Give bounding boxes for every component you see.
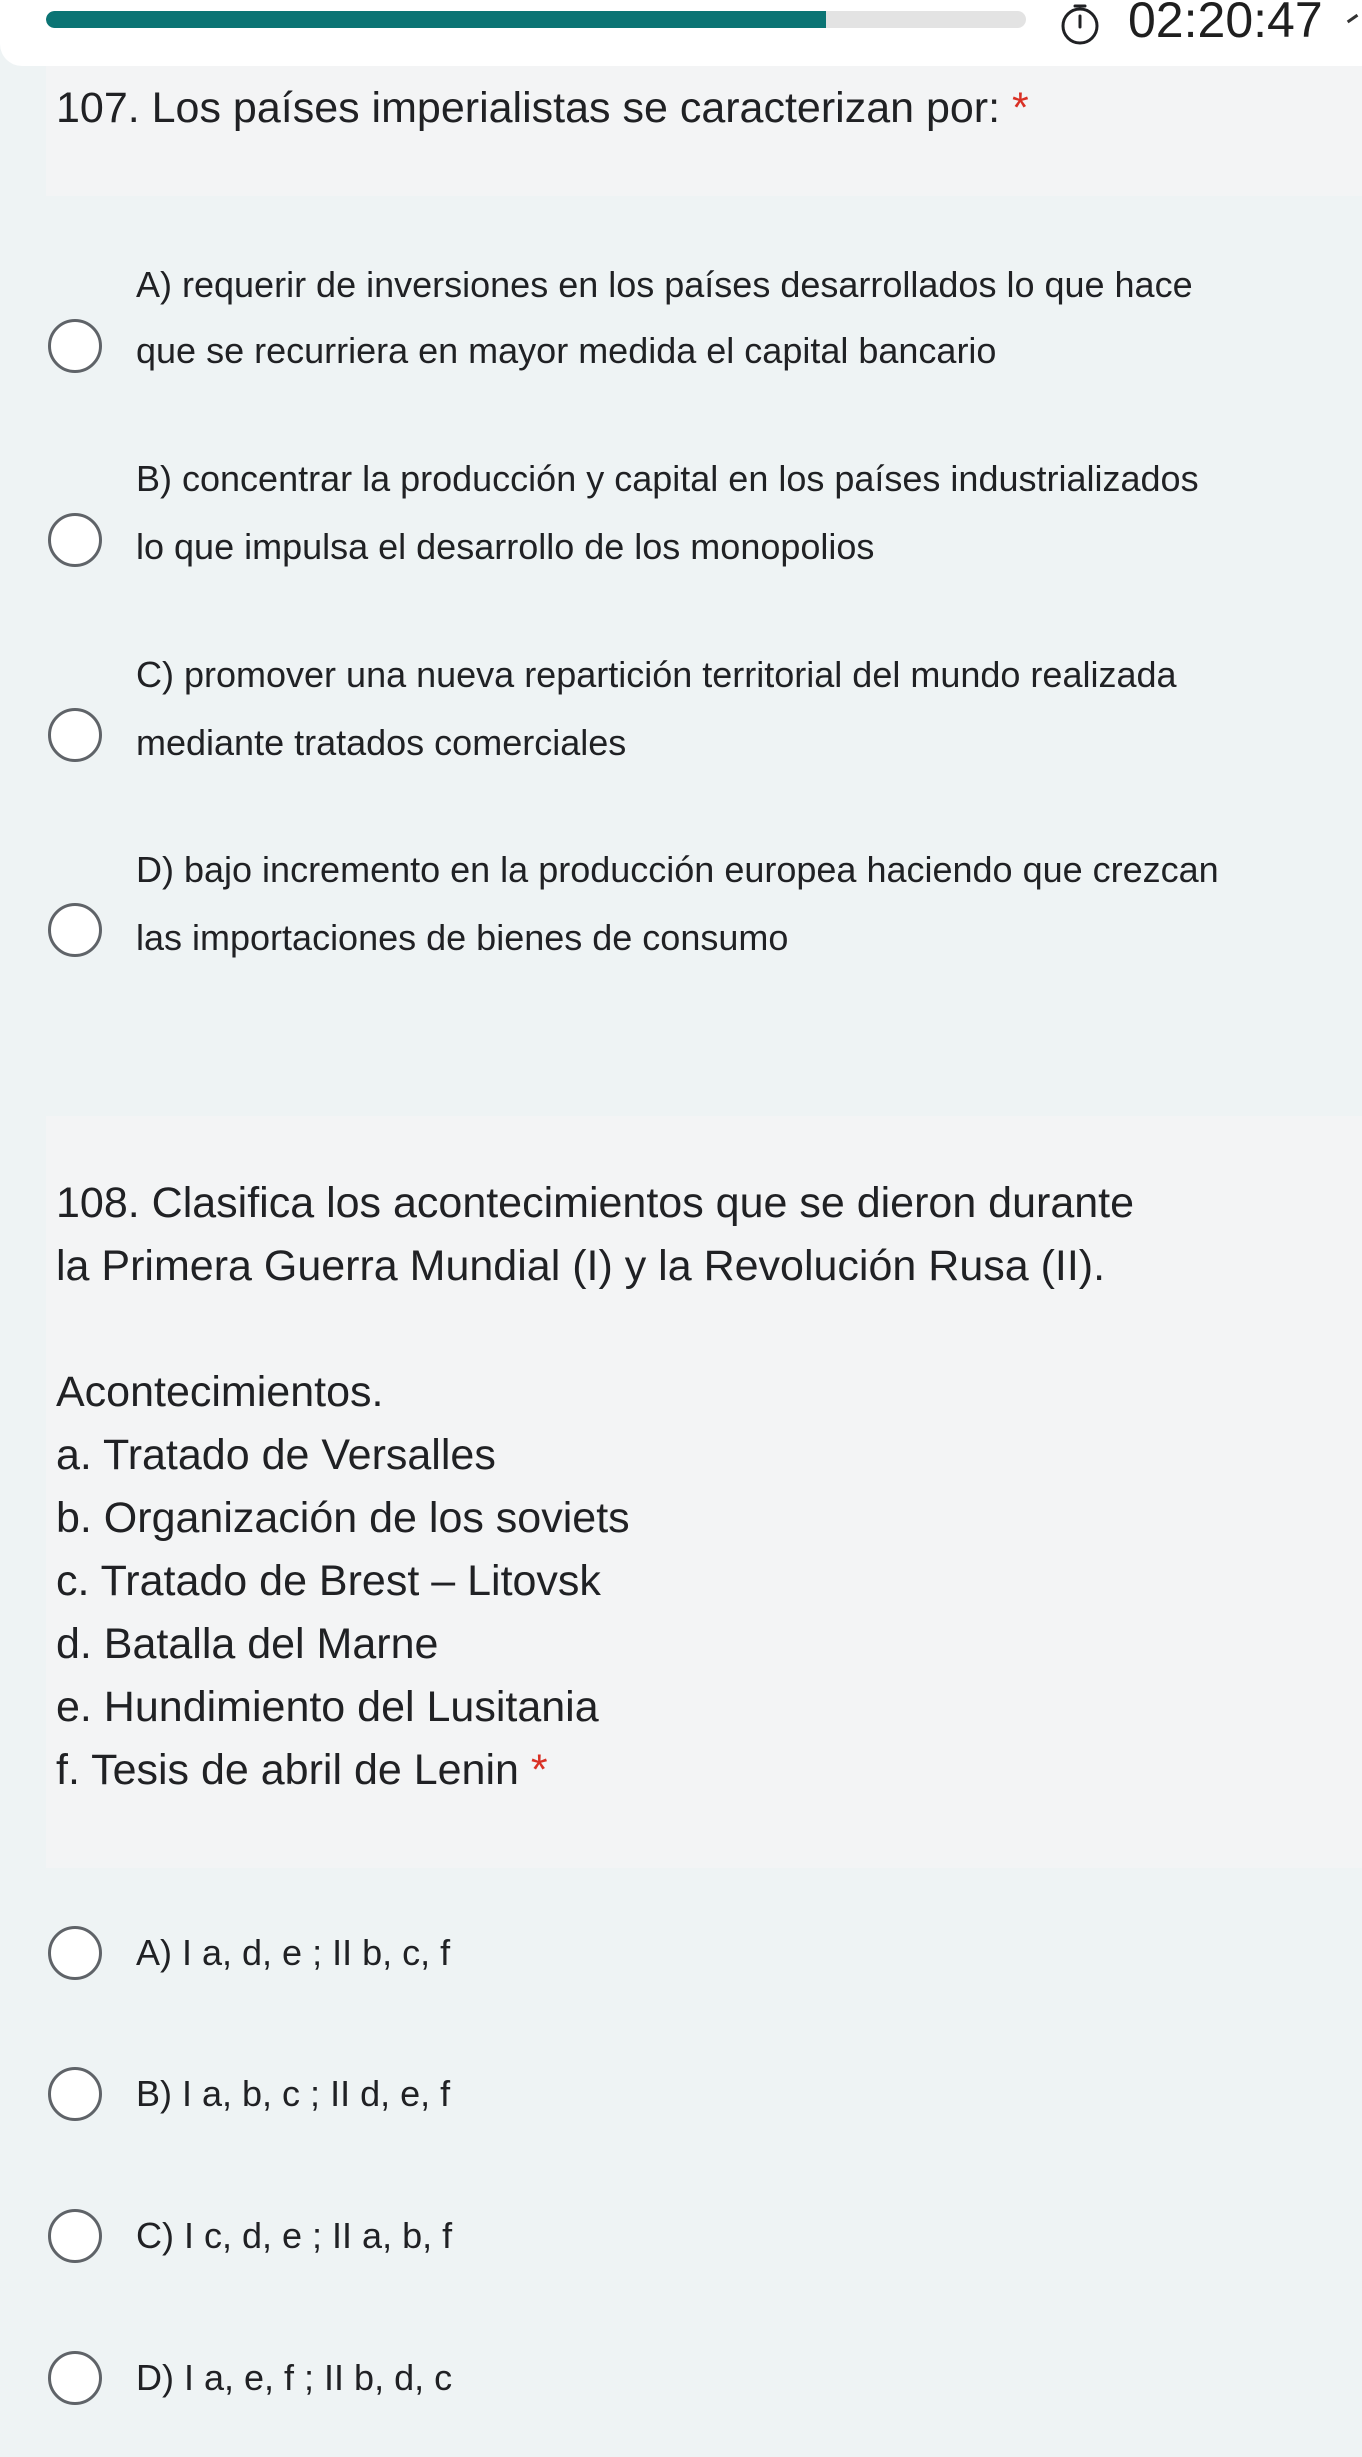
- option-label-line2: lo que impulsa el desarrollo de los monopolios: [136, 526, 875, 567]
- option-label: C) I c, d, e ; II a, b, f: [136, 2215, 453, 2256]
- event-item-d: d. Batalla del Marne: [56, 1620, 439, 1668]
- radio-button[interactable]: [48, 903, 102, 957]
- radio-button[interactable]: [48, 2209, 102, 2263]
- question-108-text: [56, 1172, 1134, 1802]
- question-108-title-line1: 108. Clasifica los acontecimientos que se dieron durante: [56, 1179, 1135, 1227]
- stopwatch-icon: [1058, 2, 1102, 46]
- top-bar: [0, 0, 1362, 66]
- event-item-f-row: [56, 1739, 1134, 1802]
- option-label-line2: que se recurriera en mayor medida el capital bancario: [136, 330, 997, 371]
- option-label: D) I a, e, f ; II b, d, c: [136, 2357, 453, 2398]
- required-asterisk: *: [1012, 84, 1029, 132]
- progress-bar: [46, 11, 1026, 28]
- question-108-title-line2: la Primera Guerra Mundial (I) y la Revolución Rusa (II).: [56, 1242, 1106, 1290]
- option-label: B) I a, b, c ; II d, e, f: [136, 2073, 451, 2114]
- event-item-a: a. Tratado de Versalles: [56, 1431, 496, 1479]
- radio-button[interactable]: [48, 513, 102, 567]
- event-item-b: b. Organización de los soviets: [56, 1494, 630, 1542]
- radio-button[interactable]: [48, 708, 102, 762]
- option-label-line2: las importaciones de bienes de consumo: [136, 917, 789, 958]
- progress-bar-fill: [46, 11, 826, 28]
- option-label-line1: C) promover una nueva repartición territorial del mundo realizada: [136, 654, 1177, 695]
- required-asterisk: *: [530, 1746, 548, 1794]
- radio-button[interactable]: [48, 2067, 102, 2121]
- option-label: A) I a, d, e ; II b, c, f: [136, 1932, 451, 1973]
- events-heading: Acontecimientos.: [56, 1368, 384, 1416]
- option-label-line1: D) bajo incremento en la producción europea haciendo que crezcan: [136, 849, 1219, 890]
- radio-button[interactable]: [48, 319, 102, 373]
- option-label-line1: B) concentrar la producción y capital en los países industrializados: [136, 458, 1199, 499]
- timer-edge-mark: [1347, 14, 1362, 33]
- option-label-line2: mediante tratados comerciales: [136, 722, 627, 763]
- timer-display: 02:20:47: [1128, 0, 1323, 48]
- radio-button[interactable]: [48, 1926, 102, 1980]
- event-item-c: c. Tratado de Brest – Litovsk: [56, 1557, 601, 1605]
- question-107-title: 107. Los países imperialistas se caracterizan por: *: [56, 84, 1029, 132]
- option-label-line1: A) requerir de inversiones en los países desarrollados lo que hace: [136, 264, 1193, 305]
- event-item-f: f. Tesis de abril de Lenin: [56, 1746, 519, 1794]
- radio-button[interactable]: [48, 2351, 102, 2405]
- event-item-e: e. Hundimiento del Lusitania: [56, 1683, 599, 1731]
